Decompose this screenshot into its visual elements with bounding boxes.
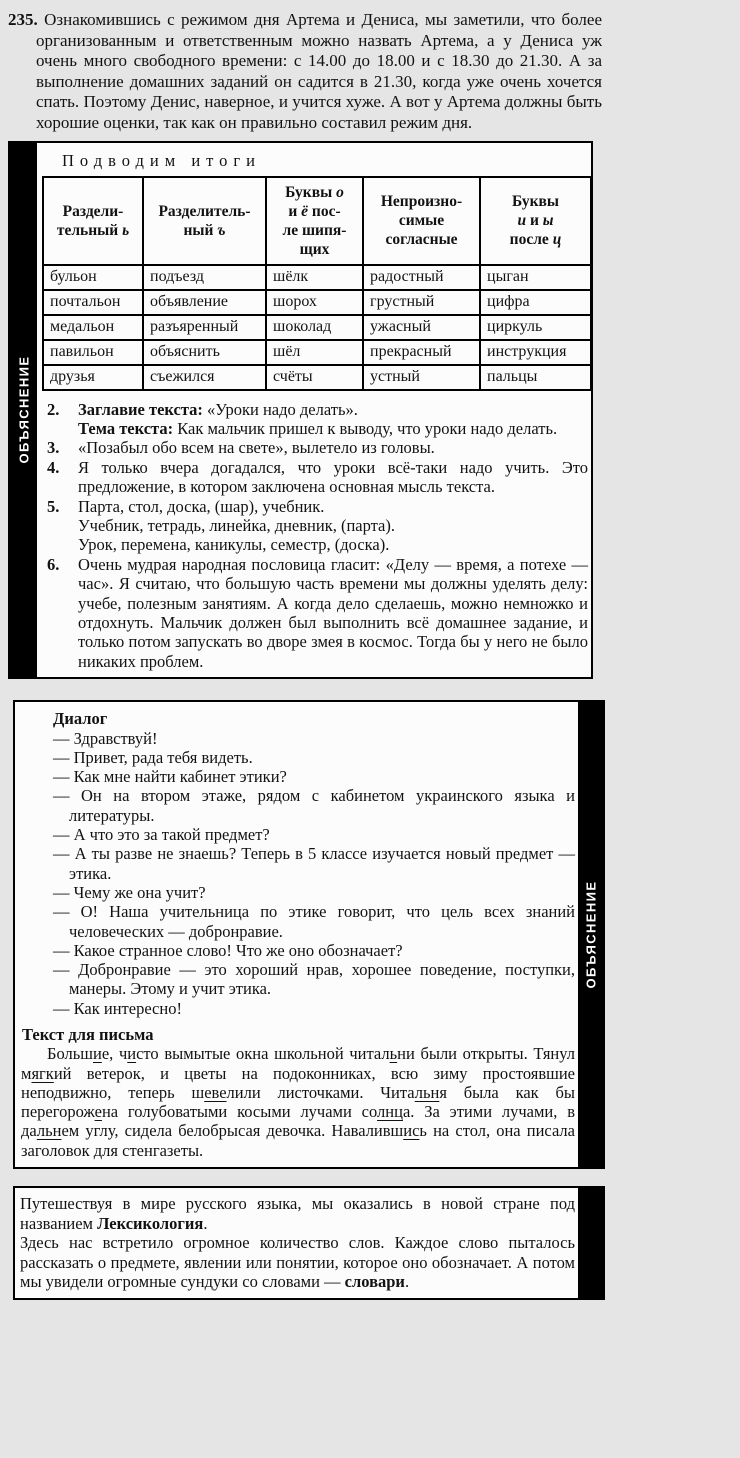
text-segment: ни были открыты. Тянул м <box>21 1044 575 1083</box>
explanation-sidebar-label: ОБЪЯСНЕНИЕ <box>583 880 598 989</box>
answer-item-line <box>78 516 588 535</box>
table-cell: ужасный <box>363 315 480 340</box>
text-segment: еве <box>204 1082 227 1102</box>
table-cell: друзья <box>43 365 143 390</box>
text-segment: ис <box>403 1121 420 1141</box>
text-segment: Непроизно- <box>380 193 463 211</box>
dialog-line <box>19 767 575 786</box>
table-cell: пальцы <box>480 365 591 390</box>
table-cell: инструкция <box>480 340 591 365</box>
text-segment: Парта, стол, доска, (шар), учебник. <box>78 496 325 516</box>
table-row <box>43 290 591 315</box>
text-segment: Лексикология <box>97 1213 204 1233</box>
table-cell: цифра <box>480 290 591 315</box>
exercise-paragraph <box>8 10 602 134</box>
table-row <box>43 265 591 290</box>
answer-item-line <box>78 400 588 419</box>
dialog-line-text: Чему же она учит? <box>73 882 206 902</box>
explanation-block-dialog <box>13 700 605 1169</box>
table-cell: циркуль <box>480 315 591 340</box>
text-segment: ный <box>183 221 218 239</box>
dialog-dash: — <box>53 902 81 922</box>
answer-item-number: 6. <box>47 554 60 574</box>
answer-item-number: 2. <box>47 399 60 419</box>
answer-item <box>42 438 588 457</box>
text-segment: ъ <box>217 221 226 239</box>
dialog-line-text: Он на втором этаже, рядом с кабинетом украинского языка и литературы. <box>69 786 575 825</box>
dialog-dash: — <box>53 747 74 767</box>
text-segment: на голубоватыми косыми лучами со <box>101 1102 378 1122</box>
dialog-line-text: Как интересно! <box>73 998 182 1018</box>
text-segment: Больш <box>47 1044 93 1064</box>
text-segment: Путешествуя в мире русского языка, мы оказались в новой стране под названием <box>20 1194 575 1233</box>
text-segment: и <box>92 1044 102 1064</box>
explanation-block-summary <box>8 141 593 680</box>
answer-item-number: 4. <box>47 457 60 477</box>
lexicology-content <box>15 1188 578 1298</box>
text-segment: ь <box>389 1044 398 1064</box>
answer-item-line <box>78 419 588 438</box>
table-cell: устный <box>363 365 480 390</box>
text-segment: лили листочками. Чита <box>226 1082 415 1102</box>
text-segment: пос- <box>308 202 341 220</box>
table-cell: шорох <box>266 290 363 315</box>
dialog-line-text: Здравствуй! <box>73 728 158 748</box>
table-cell: цыган <box>480 265 591 290</box>
text-segment: ягк <box>31 1063 54 1083</box>
table-cell: объявление <box>143 290 266 315</box>
letter-text <box>21 1044 575 1160</box>
text-segment: Учебник, тетрадь, линейка, дневник, (парта). <box>78 516 396 535</box>
explanation-sidebar-right <box>578 702 603 1167</box>
text-segment: ё <box>301 202 309 220</box>
text-segment: Заглавие текста: <box>78 399 203 419</box>
text-segment: согласные <box>385 231 458 249</box>
dialog-line <box>19 941 575 960</box>
table-cell: почтальон <box>43 290 143 315</box>
table-cell: счёты <box>266 365 363 390</box>
text-segment: и <box>517 212 527 230</box>
dialog-dash: — <box>53 882 74 902</box>
dialog-line-text: А ты разве не знаешь? Теперь в 5 классе изучается новый предмет — этика. <box>69 844 575 883</box>
answer-item <box>42 400 588 439</box>
dialog-content <box>15 702 578 1167</box>
dialog-dash: — <box>53 844 75 864</box>
text-segment: словари <box>344 1272 405 1292</box>
text-segment: я была как бы перегорож <box>21 1082 575 1122</box>
explanation-sidebar-left <box>10 143 37 678</box>
text-segment: . <box>203 1213 208 1233</box>
black-sidebar-empty <box>578 1188 603 1298</box>
dialog-dash: — <box>53 940 74 960</box>
answer-item-line <box>78 535 588 554</box>
text-segment: о <box>336 183 344 201</box>
text-segment: симые <box>398 212 445 230</box>
table-header-cell <box>43 177 143 265</box>
dialog-dash: — <box>53 786 82 806</box>
results-table <box>42 176 592 391</box>
text-segment: е, ч <box>101 1044 128 1064</box>
table-cell: шёл <box>266 340 363 365</box>
dialog-dash: — <box>53 960 79 980</box>
text-segment: «Уроки надо делать». <box>202 399 358 419</box>
table-header-cell <box>143 177 266 265</box>
text-segment: Очень мудрая народная пословица гласит: «Делу — время, а потехе — час». Я считаю, что большую часть времени мы должны уделять делу: учебе, полезным занятиям. А когда дело сделаешь, можно немножко и отдохнуть. Мальчик должен был выполнить всё домашнее задание, и только потом запускать во дворе змея в космос. Тогда бы у него не было никаких проблем. <box>78 554 588 671</box>
results-table-header-row <box>43 177 591 265</box>
table-cell: прекрасный <box>363 340 480 365</box>
table-cell: радостный <box>363 265 480 290</box>
text-segment: Буквы <box>511 193 559 211</box>
dialog-lines <box>19 729 575 1018</box>
table-cell: бульон <box>43 265 143 290</box>
dialog-line-text: Привет, рада тебя видеть. <box>73 747 253 767</box>
text-segment: и <box>127 1044 137 1064</box>
dialog-dash: — <box>53 998 74 1018</box>
table-row <box>43 315 591 340</box>
dialog-dash: — <box>53 825 74 845</box>
text-segment: лнц <box>377 1102 403 1122</box>
table-cell: шёлк <box>266 265 363 290</box>
text-segment: Здесь нас встретило огромное количество слов. Каждое слово пыталось рассказать о предмете, явлении или понятии, которое оно обозначает. А потом мы увидели огромные сундуки со словами — <box>20 1233 575 1292</box>
answer-item <box>42 458 588 497</box>
answer-item-line <box>78 555 588 671</box>
text-segment: Как мальчик пришел к выводу, что уроки надо делать. <box>173 418 558 438</box>
text-segment: ем углу, сидела белобрысая девочка. Наваливш <box>61 1121 404 1141</box>
dialog-line <box>19 748 575 767</box>
table-cell: грустный <box>363 290 480 315</box>
text-segment: е <box>94 1102 102 1122</box>
dialog-dash: — <box>53 728 74 748</box>
table-cell: павильон <box>43 340 143 365</box>
dialog-title: Диалог <box>53 709 108 729</box>
answer-items-list <box>42 400 588 672</box>
letter-title: Текст для письма <box>22 1025 154 1044</box>
table-row <box>43 365 591 390</box>
text-segment: льн <box>36 1121 62 1141</box>
table-row <box>43 340 591 365</box>
lexicology-block <box>13 1186 605 1300</box>
answer-item <box>42 497 588 555</box>
text-segment: ь <box>122 221 130 239</box>
dialog-line <box>19 825 575 844</box>
table-cell: съежился <box>143 365 266 390</box>
table-cell: медальон <box>43 315 143 340</box>
text-segment: Тема текста: <box>78 418 174 438</box>
text-segment: Буквы <box>285 183 337 201</box>
summary-content <box>37 143 591 678</box>
text-segment: Разделитель- <box>158 202 251 220</box>
dialog-line <box>19 729 575 748</box>
table-header-cell <box>363 177 480 265</box>
dialog-line-text: О! Наша учительница по этике говорит, что цель всех знаний человеческих — добронравие. <box>69 902 576 941</box>
text-segment: ы <box>542 212 554 230</box>
table-cell: подъезд <box>143 265 266 290</box>
dialog-line <box>19 844 575 883</box>
text-segment: после <box>509 231 553 249</box>
lexicology-paragraph <box>20 1233 575 1292</box>
table-cell: шоколад <box>266 315 363 340</box>
dialog-dash: — <box>53 767 74 787</box>
text-segment: сто вымытые окна школьной читал <box>136 1044 390 1064</box>
lexicology-paragraph <box>20 1194 575 1233</box>
answer-item <box>42 555 588 671</box>
text-segment: ь на стол, она писала заголовок для стенгазеты. <box>21 1121 575 1160</box>
text-segment: тельный <box>56 221 123 239</box>
table-header-cell <box>266 177 363 265</box>
text-segment: и <box>288 202 302 220</box>
table-cell: объяснить <box>143 340 266 365</box>
text-segment: Урок, перемена, каникулы, семестр, (доска). <box>78 535 390 555</box>
dialog-line <box>19 999 575 1018</box>
text-segment: и <box>526 212 543 230</box>
dialog-line-text: Добронравие — это хороший нрав, хорошее поведение, поступки, манеры. Этому и учит этика. <box>69 960 576 999</box>
table-cell: разъяренный <box>143 315 266 340</box>
dialog-line-text: Какое странное слово! Что же оно обозначает? <box>73 940 403 960</box>
text-segment: Раздели- <box>62 202 124 220</box>
dialog-line-text: А что это за такой предмет? <box>73 825 270 845</box>
dialog-line <box>19 960 575 999</box>
text-segment: щих <box>299 240 330 258</box>
exercise-text: Ознакомившись с режимом дня Артема и Дениса, мы заметили, что более организованным и ответственным можно назвать Артема, а у Дениса уж очень много свободного времени: с 14.00 до 18.00 и с 18.30 до 21.30. А за выполнение домашних заданий он садится в 21.30, когда уже очень хочется спать. Поэтому Денис, наверное, и учится хуже. А вот у Артема должны быть хорошие оценки, так как он правильно составил режим дня. <box>36 10 603 132</box>
text-segment: . <box>404 1272 410 1292</box>
text-segment: «Позабыл обо всем на свете», вылетело из головы. <box>78 438 435 458</box>
text-segment: Я только вчера догадался, что уроки всё-таки надо учить. Это предложение, в котором заключена основная мысль текста. <box>78 457 588 497</box>
text-segment: а. За этими лучами, в да <box>21 1102 575 1141</box>
text-segment: ц <box>552 231 562 249</box>
dialog-line <box>19 902 575 941</box>
dialog-line <box>19 883 575 902</box>
answer-item-number: 3. <box>47 438 60 458</box>
dialog-line-text: Как мне найти кабинет этики? <box>73 767 287 787</box>
text-segment: льн <box>414 1082 440 1102</box>
explanation-sidebar-label: ОБЪЯСНЕНИЕ <box>16 355 31 464</box>
results-table-title: Подводим итоги <box>62 150 262 170</box>
table-header-cell <box>480 177 591 265</box>
exercise-number: 235. <box>8 10 38 29</box>
answer-item-number: 5. <box>47 496 60 516</box>
answer-item-line <box>78 497 588 516</box>
answer-item-line <box>78 458 588 497</box>
text-segment: ий ветерок, и цветы на подоконниках, всю зиму простоявшие неподвижно, теперь ш <box>21 1063 575 1102</box>
text-segment: ле шипя- <box>282 221 347 239</box>
dialog-line <box>19 786 575 825</box>
answer-item-line <box>78 438 588 457</box>
